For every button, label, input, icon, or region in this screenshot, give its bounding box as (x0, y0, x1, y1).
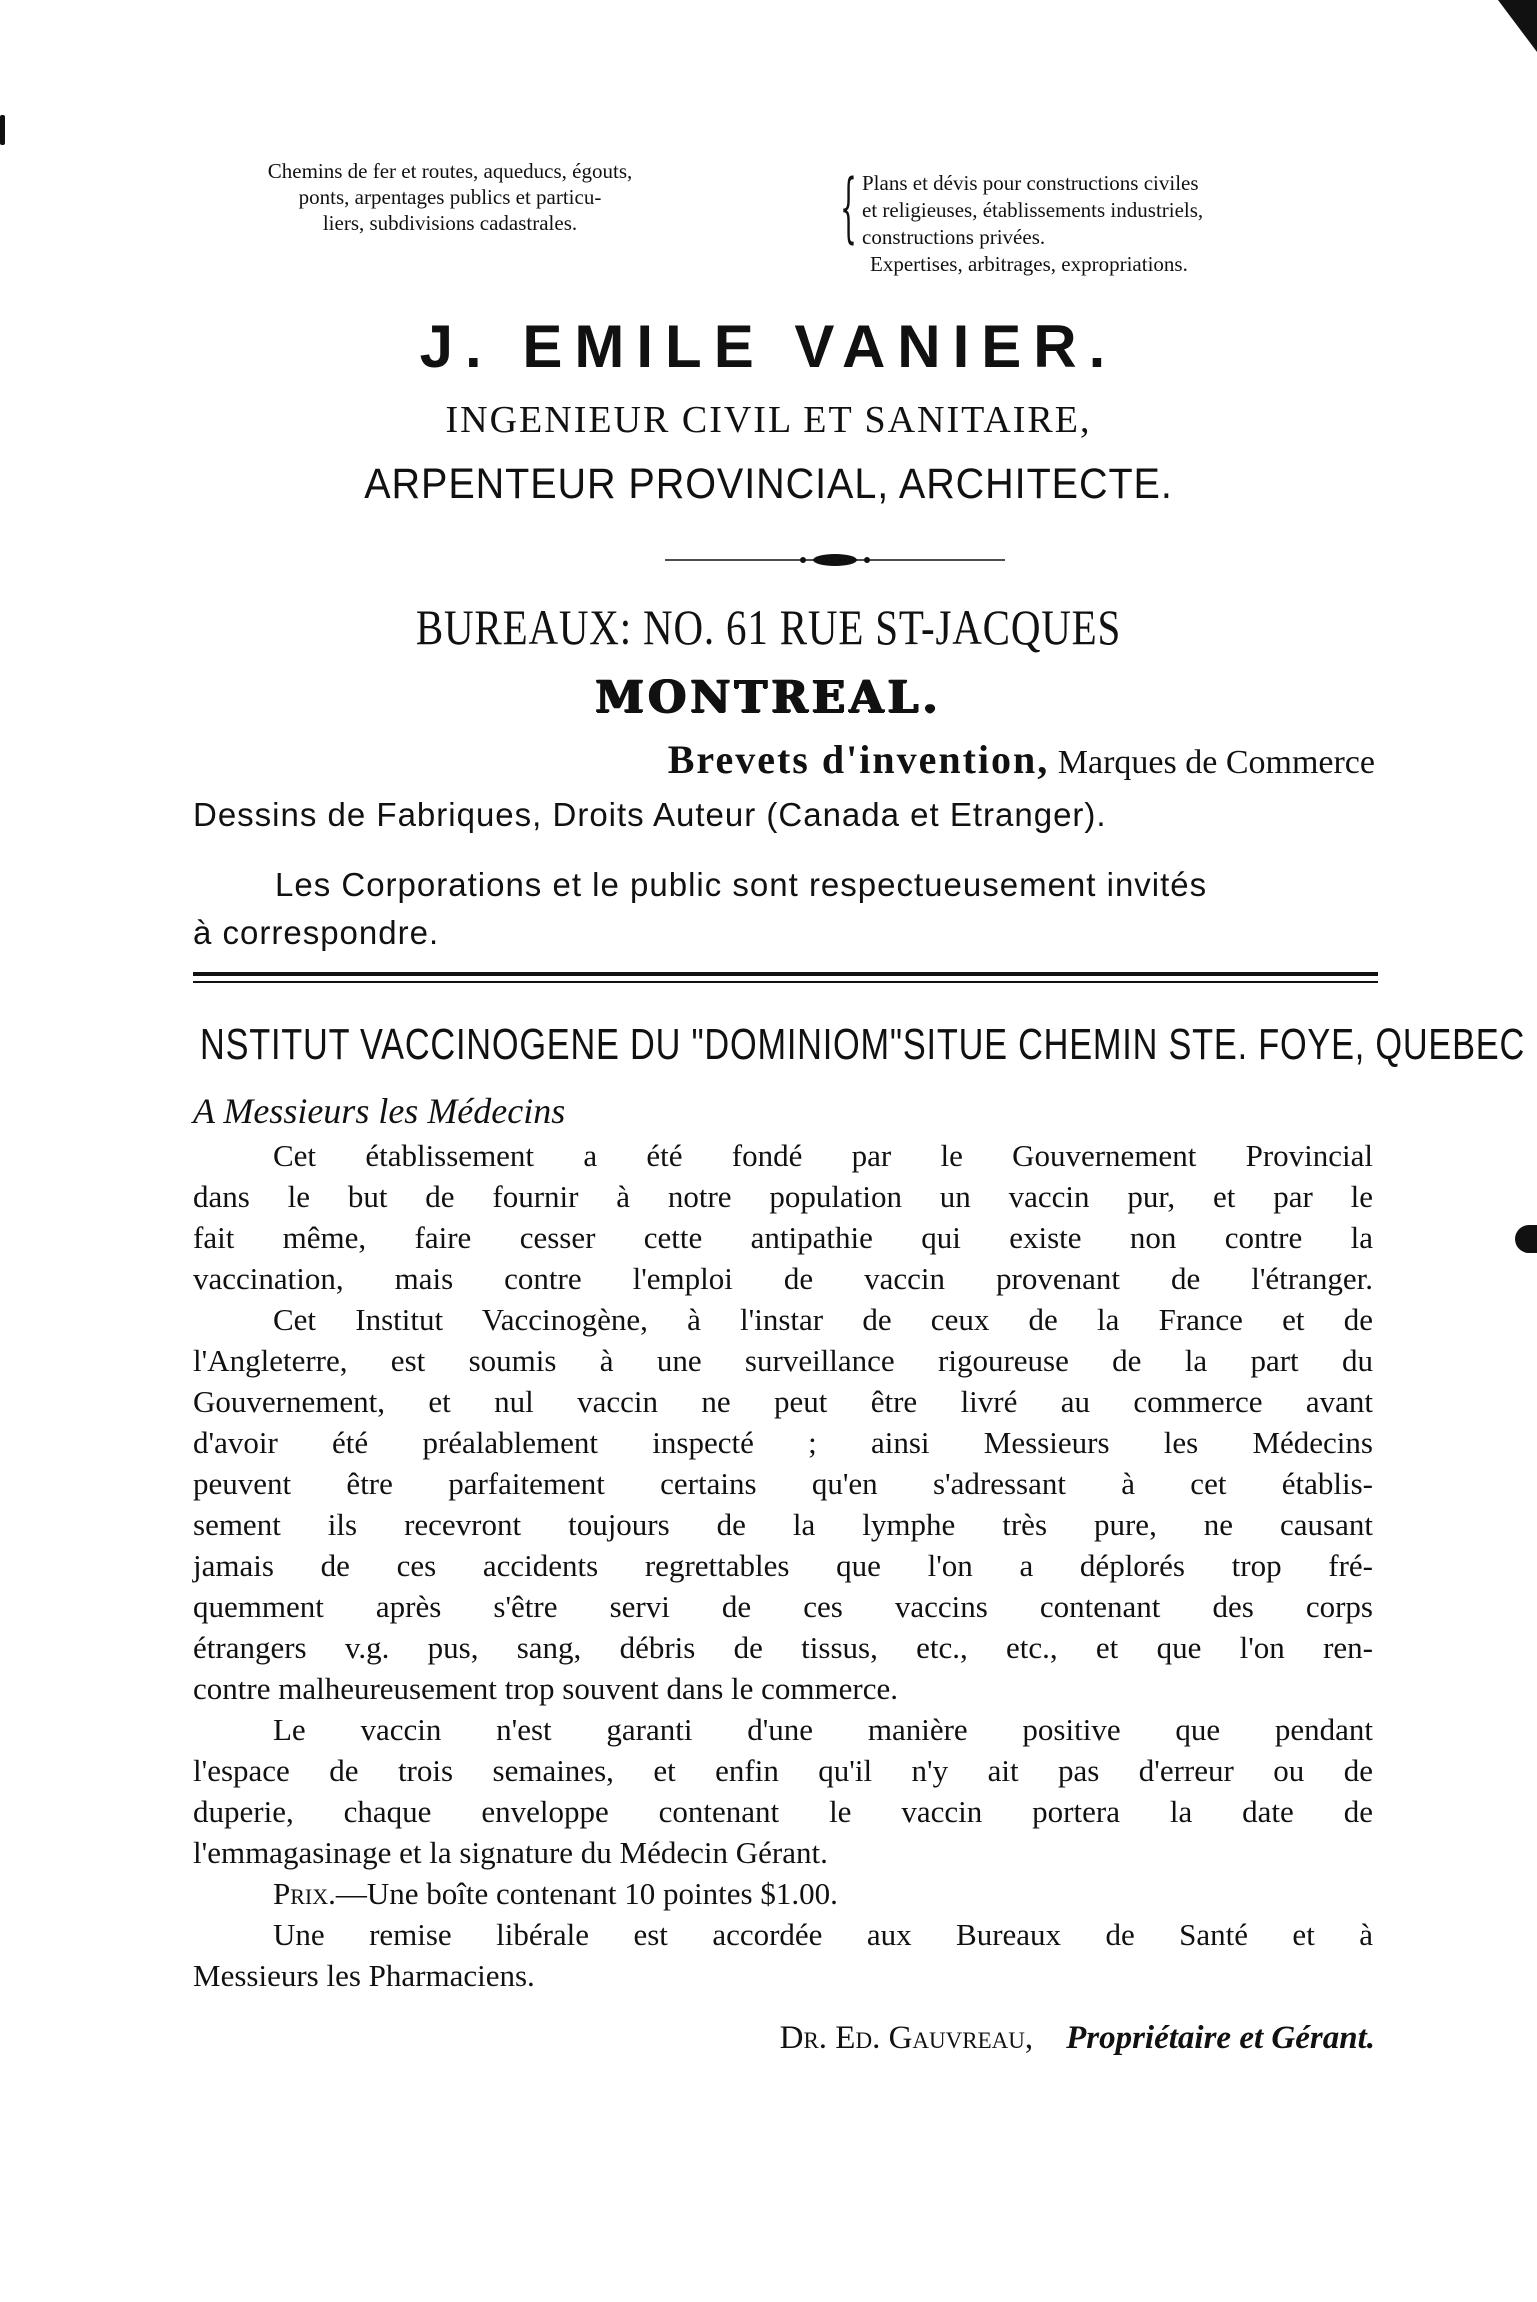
body-line: l'emmagasinage et la signature du Médecin Gérant. (193, 1835, 828, 1870)
vanier-name: J. EMILE VANIER. (419, 313, 1118, 380)
invitation-line: Les Corporations et le public sont respectueusement invités (275, 866, 1208, 903)
body-line: l'Angleterre, est soumis à une surveillance rigoureuse de la part du (193, 1343, 1373, 1378)
body-line: fait même, faire cesser cette antipathie qui existe non contre la (193, 1220, 1373, 1255)
patents-line (195, 735, 1375, 788)
price-text: —Une boîte contenant 10 pointes $1.00. (335, 1876, 838, 1911)
signature-name: Dr. Ed. Gauvreau, (779, 2020, 1034, 2056)
vanier-title-2: ARPENTEUR PROVINCIAL, ARCHITECTE. (364, 460, 1173, 508)
body-line: peuvent être parfaitement certains qu'en s'adressant à cet établis- (193, 1466, 1373, 1501)
services-right-last: Expertises, arbitrages, expropriations. (870, 252, 1188, 276)
body-line: contre malheureusement trop souvent dans le commerce. (193, 1671, 898, 1706)
patents-heading: Brevets d'invention, (667, 737, 1050, 782)
remise-line-end: Messieurs les Pharmaciens. (193, 1958, 535, 1993)
services-right-line: Plans et dévis pour constructions civiles (862, 171, 1199, 195)
vanier-title-1: INGENIEUR CIVIL ET SANITAIRE, (445, 399, 1092, 441)
body-line: sement ils recevront toujours de la lymphe très pure, ne causant (193, 1507, 1373, 1542)
body-line: Le vaccin n'est garanti d'une manière positive que pendant (273, 1712, 1373, 1747)
signature-role: Propriétaire et Gérant. (1066, 2020, 1375, 2056)
designs-line: Dessins de Fabriques, Droits Auteur (Canada et Etranger). (193, 796, 1107, 833)
body-line: Cet Institut Vaccinogène, à l'instar de ceux de la France et de (273, 1302, 1373, 1337)
services-left (185, 158, 715, 236)
signature (0, 2020, 1375, 2057)
price-label: Prix. (273, 1876, 336, 1911)
brace-ornament: { (840, 162, 857, 251)
scan-edge-left (0, 115, 5, 145)
divider-ornament (665, 553, 1005, 567)
institut-body (193, 1135, 1373, 1996)
services-left-line: Chemins de fer et routes, aqueducs, égouts, (267, 159, 633, 183)
salutation: A Messieurs les Médecins (193, 1091, 566, 1131)
body-line: jamais de ces accidents regrettables que l'on a déplorés trop fré- (193, 1548, 1373, 1583)
double-rule-bottom (193, 981, 1378, 983)
body-line: l'espace de trois semaines, et enfin qu'il n'y ait pas d'erreur ou de (193, 1753, 1373, 1788)
services-left-line: ponts, arpentages publics et particu- (298, 185, 602, 209)
body-line: Cet établissement a été fondé par le Gouvernement Provincial (273, 1138, 1373, 1173)
double-rule-top (193, 972, 1378, 976)
invitation-line-end: à correspondre. (193, 914, 440, 951)
services-left-line: liers, subdivisions cadastrales. (322, 211, 578, 235)
vanier-address: BUREAUX: NO. 61 RUE ST-JACQUES (415, 599, 1122, 655)
patents-trademarks: Marques de Commerce (1049, 744, 1375, 781)
body-line: quemment après s'être servi de ces vaccins contenant des corps (193, 1589, 1373, 1624)
body-line: vaccination, mais contre l'emploi de vaccin provenant de l'étranger. (193, 1261, 1373, 1296)
services-right-line: constructions privées. (862, 225, 1046, 249)
body-line: Gouvernement, et nul vaccin ne peut être livré au commerce avant (193, 1384, 1373, 1419)
body-line: d'avoir été préalablement inspecté ; ainsi Messieurs les Médecins (193, 1425, 1373, 1460)
body-line: duperie, chaque enveloppe contenant le vaccin portera la date de (193, 1794, 1373, 1829)
scan-edge-top-right (1498, 0, 1537, 52)
services-right (840, 162, 1400, 278)
vanier-city: MONTREAL. (595, 672, 942, 723)
price-line (193, 1873, 1373, 1914)
scan-edge-right (1515, 1225, 1537, 1253)
institut-heading: NSTITUT VACCINOGENE DU "DOMINIOM"SITUE CHEMIN STE. FOYE, QUEBEC (200, 1020, 1526, 1069)
remise-line: Une remise libérale est accordée aux Bureaux de Santé et à (273, 1917, 1373, 1952)
services-right-line: et religieuses, établissements industriels, (862, 198, 1204, 222)
body-line: dans le but de fournir à notre population un vaccin pur, et par le (193, 1179, 1373, 1214)
body-line: étrangers v.g. pus, sang, débris de tissus, etc., etc., et que l'on ren- (193, 1630, 1373, 1665)
